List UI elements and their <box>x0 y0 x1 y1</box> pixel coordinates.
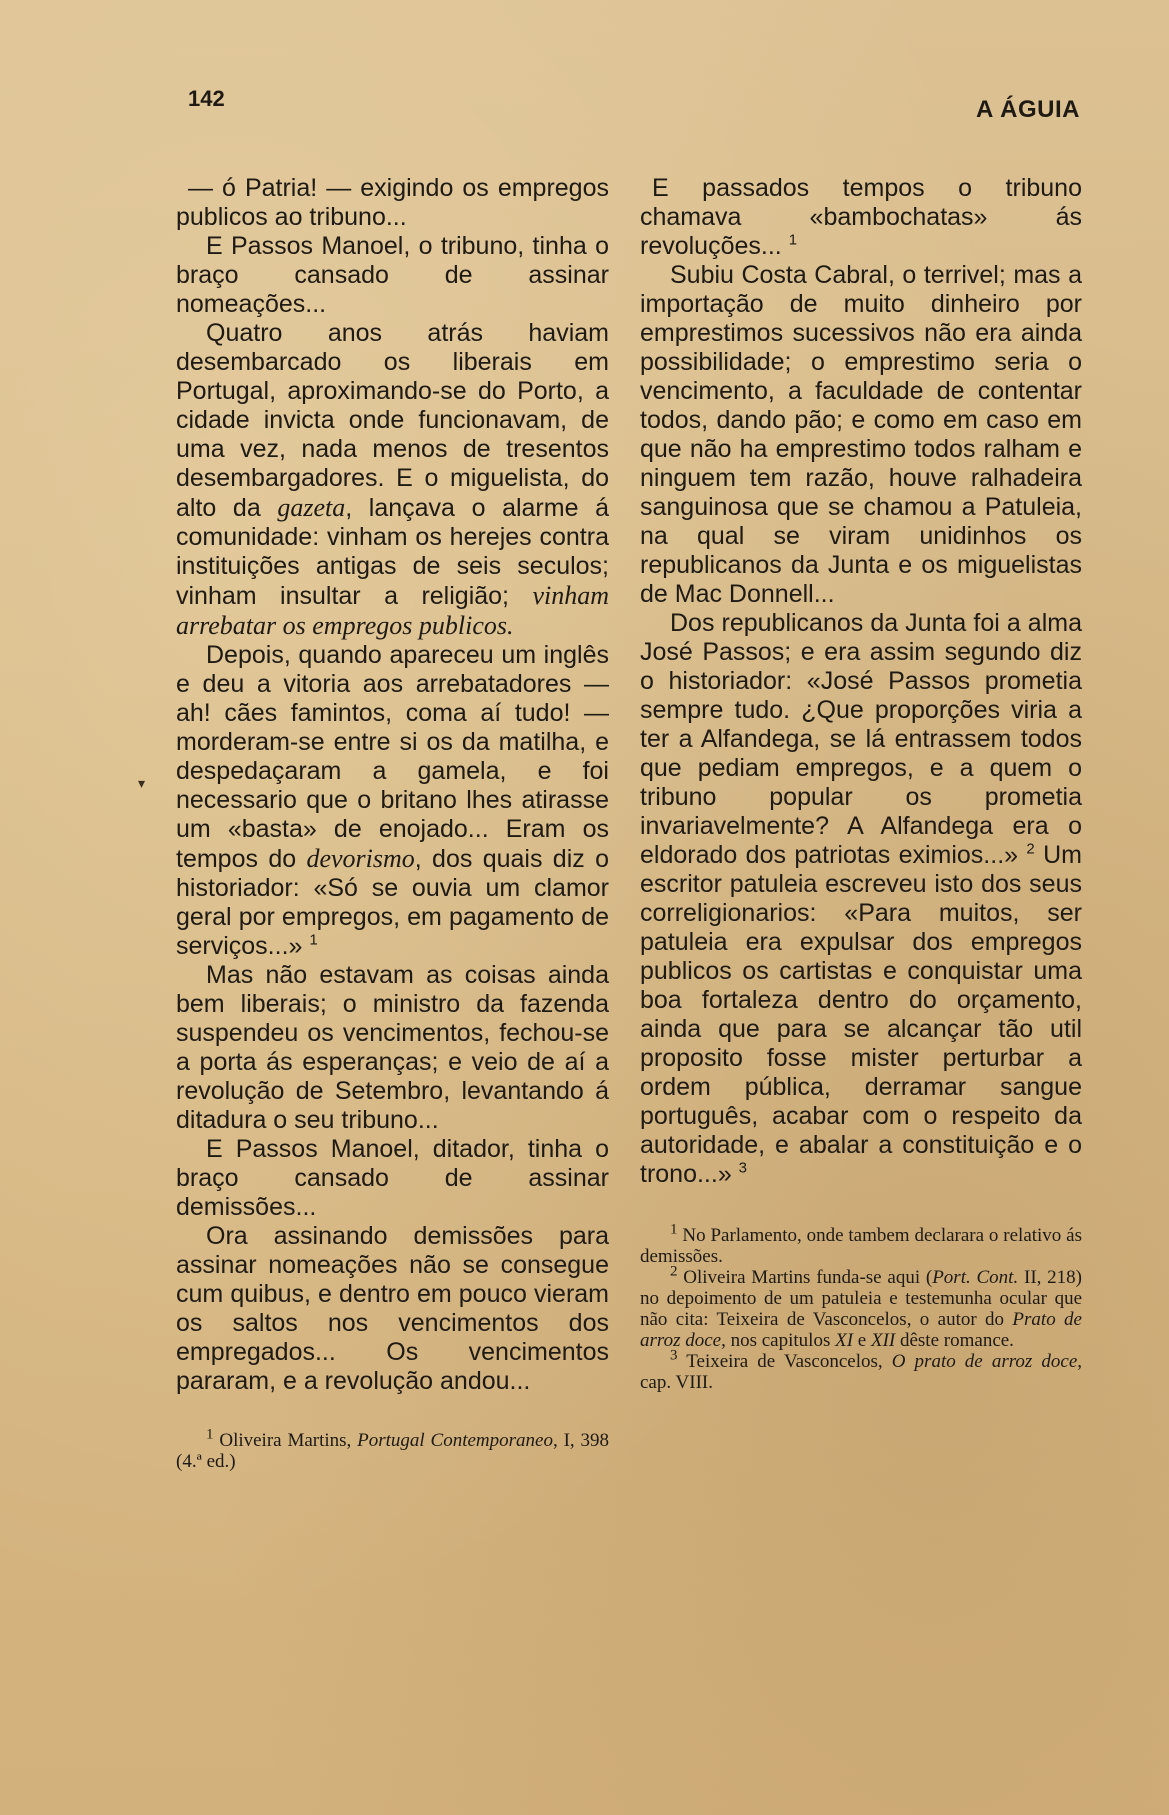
footnote-text: No Parlamento, onde tambem declarara o relativo ás demissões. <box>640 1225 1082 1267</box>
footnote-title: Prato de arroz doce <box>640 1309 1082 1351</box>
footnote-mark: 1 <box>206 1426 214 1443</box>
footnote-text: dêste romance. <box>895 1330 1014 1351</box>
footnotes <box>640 1221 1083 1393</box>
footnote-title: Port. Cont. <box>932 1267 1019 1288</box>
margin-mark: ▾ <box>138 776 146 792</box>
text-run: Depois, quando apareceu um inglês e deu a vitoria aos arrebatadores — ah! cães famintos, coma aí tudo! — morderam-se entre si os da matilha, e despedaçaram a gamela, e foi necessario que o britano lhes atirasse um «basta» de enojado... Eram os tempos do <box>176 641 609 873</box>
footnote-text: Oliveira Martins funda-se aqui ( <box>677 1267 933 1288</box>
paragraph <box>176 319 609 641</box>
italic-term: devorismo <box>306 844 415 873</box>
footnote-mark: 1 <box>670 1221 678 1238</box>
footnote-mark: 2 <box>670 1263 678 1280</box>
italic-term: gazeta <box>277 493 346 522</box>
footnote <box>640 1263 1083 1351</box>
footnote-text: Teixeira de Vasconcelos, <box>677 1351 892 1372</box>
paragraph <box>176 641 609 961</box>
running-title: A ÁGUIA <box>976 96 1080 123</box>
footnote-ref: 3 <box>738 1159 748 1177</box>
page-number: 142 <box>188 86 225 111</box>
text-run: Quatro anos atrás haviam desembarcado os liberais em Portugal, aproximando-se do Porto, a cidade invicta onde funcionavam, de uma vez, nada menos de tresentos desembargadores. E o miguelista, do alto da <box>176 319 609 522</box>
text-run: E passados tempos o tribuno chamava «bambochatas» ás revoluções... <box>640 174 1082 260</box>
footnote-title: XII <box>870 1330 896 1351</box>
paragraph: — ó Patria! — exigindo os empregos publicos ao tribuno... <box>176 174 609 231</box>
paragraph: Subiu Costa Cabral, o terrivel; mas a importação de muito dinheiro por emprestimos sucessivos não era ainda possibilidade; o emprestimo seria o vencimento, a faculdade de contentar todos, dando pão; e como em caso em que não ha emprestimo todos ralham e ninguem tem razão, houve ralhadeira sanguinosa que se chamou a Patuleia, na qual se viram unidinhos os republicanos da Junta e os miguelistas de Mac Donnell... <box>640 261 1082 608</box>
footnote-title: O prato de arroz doce <box>891 1351 1078 1372</box>
paragraph: Mas não estavam as coisas ainda bem liberais; o ministro da fazenda suspendeu os vencimentos, fechou-se a porta ás esperanças; e veio de aí a revolução de Setembro, levantando á ditadura o seu tribuno... <box>176 961 609 1134</box>
footnote-text: , I, 398 (4.ª ed.) <box>176 1430 609 1472</box>
text-run: Um escritor patuleia escreveu isto dos seus correligionarios: «Para muitos, ser patuleia era expulsar dos empregos publicos os cartistas e conquistar uma boa fortaleza dentro do orçamento, ainda que para se alcançar tão util proposito fosse mister perturbar a ordem pública, derramar sangue português, acabar com o respeito da autoridade, e abalar a constituição e o trono...» <box>640 841 1083 1188</box>
italic-phrase: vinham arrebatar os empregos publicos. <box>176 581 609 640</box>
footnote-text: Oliveira Martins, <box>213 1430 358 1451</box>
footnote-title: XI <box>835 1330 854 1351</box>
footnote-ref: 1 <box>788 231 798 249</box>
paragraph: Ora assinando demissões para assinar nomeações não se consegue cum quibus, e dentro em pouco vieram os saltos nos vencimentos dos empregados... Os vencimentos pararam, e a revolução andou... <box>176 1222 609 1395</box>
right-column <box>640 174 1082 1393</box>
footnote <box>640 1221 1082 1267</box>
footnote-ref: 2 <box>1026 840 1035 858</box>
footnote <box>176 1426 609 1472</box>
footnote-text: e <box>853 1330 871 1351</box>
footnote-text: II, 218) no depoimento de um patuleia e testemunha ocular que não cita: Teixeira de Vasconcelos, o autor do <box>640 1267 1083 1330</box>
paragraph: E Passos Manoel, ditador, tinha o braço cansado de assinar demissões... <box>176 1135 609 1221</box>
footnote <box>640 1347 1083 1393</box>
footnote-mark: 3 <box>670 1347 678 1364</box>
footnotes <box>176 1426 609 1472</box>
footnote-text: , nos capitulos <box>721 1330 836 1351</box>
footnote-ref: 1 <box>309 931 318 949</box>
paragraph: E Passos Manoel, o tribuno, tinha o braço cansado de assinar nomeações... <box>176 232 609 318</box>
text-run: Dos republicanos da Junta foi a alma José Passos; e era assim segundo diz o historiador: «José Passos prometia sempre tudo. ¿Que proporções viria a ter a Alfandega, se lá entrassem todos que pediam empregos, e a quem o tribuno popular os prometia invariavelmente? A Alfandega era o eldorado dos patriotas eximios...» <box>640 609 1082 869</box>
left-column <box>176 174 609 1472</box>
paragraph <box>640 174 1082 261</box>
page-header <box>0 0 1169 140</box>
text-run: , dos quais diz o historiador: «Só se ouvia um clamor geral por empregos, em pagamento de serviços...» <box>176 845 609 960</box>
text-run: , lançava o alarme á comunidade: vinham os herejes contra instituições antigas de seis seculos; vinham insultar a religião; <box>176 494 610 610</box>
paragraph <box>640 609 1082 1189</box>
footnote-title: Portugal Contemporaneo <box>357 1430 553 1451</box>
footnote-text: , cap. VIII. <box>640 1351 1083 1393</box>
